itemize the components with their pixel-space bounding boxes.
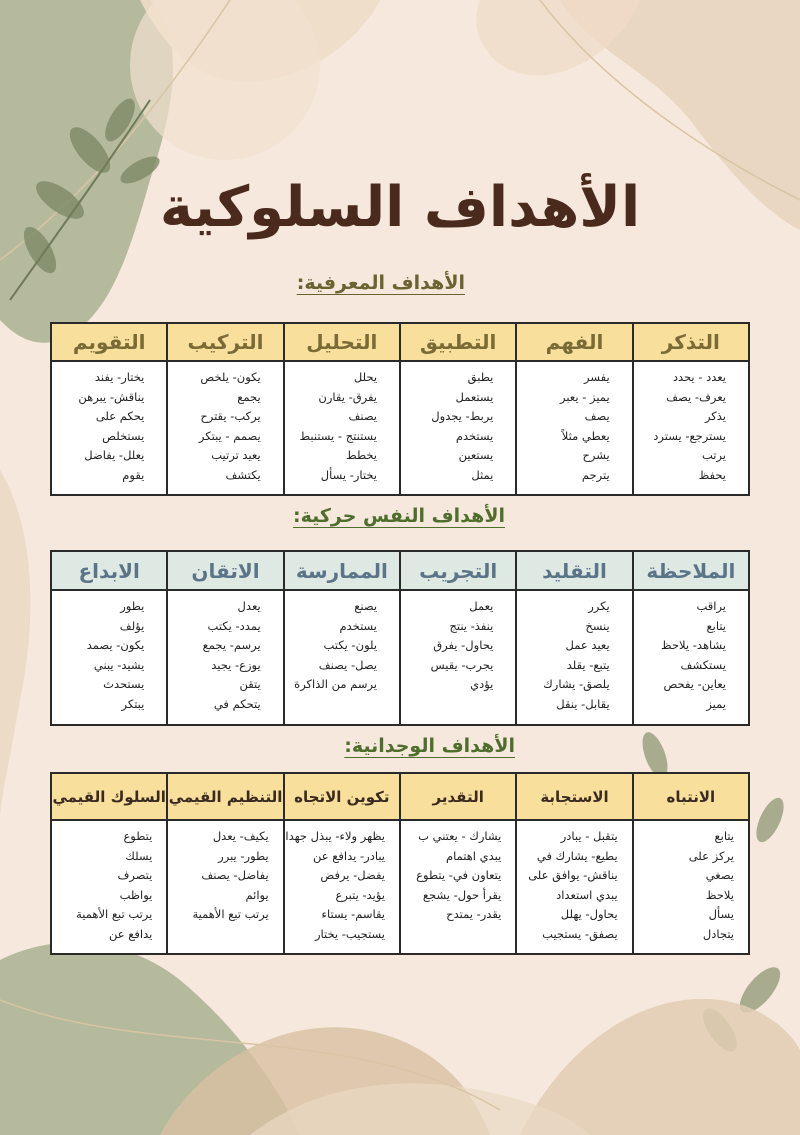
objective-verb: يسأل [708,907,734,921]
column-header: التنظيم القيمي [167,773,283,820]
column-cell [633,820,749,954]
objective-verb: يركز على [688,848,734,863]
column-header: التجريب [400,551,516,590]
objective-verb: ينسخ [585,618,610,633]
objective-verb: يصنع [354,599,378,613]
column-cell [516,820,632,954]
objective-verb: يعطي مثلاً [561,428,610,443]
objective-verb: يجمع [237,389,261,404]
objective-verb: يرسم من الذاكرة [294,677,378,691]
column-cell [516,361,632,495]
column-cell [633,361,749,495]
objective-verb: يحلل [353,370,378,384]
objective-verb: يشاهد- يلاحظ [661,638,726,652]
objective-verb: يتبع- يقلد [566,657,610,672]
objective-verb: يوائم [245,887,269,902]
objective-verb: يخطط [346,448,378,462]
column-header: التقويم [51,323,167,361]
objective-verb: يحاول- يهلل [560,907,618,921]
column-cell [284,590,400,725]
objective-verb: يشيد- يبني [93,657,145,672]
cognitive-objectives-table [50,322,750,496]
objective-verb: يتصرف [117,868,153,882]
column-cell [167,590,283,725]
objective-verb: يحكم على [95,409,145,423]
objective-verb: يتابع [714,829,734,843]
objective-verb: يواظب [119,887,153,902]
column-cell [516,590,632,725]
column-header: التقليد [516,551,632,590]
column-cell [400,820,516,954]
column-header: تكوين الاتجاه [284,773,400,820]
column-header: الممارسة [284,551,400,590]
objective-verb: يبدي استعداد [556,887,618,902]
objective-verb: يترجم [581,467,610,482]
objective-verb: يصف [584,409,610,423]
objective-verb: يكون- يلخص [200,370,261,384]
page-title: الأهداف السلوكية [159,175,641,240]
objective-verb: يكيف- يعدل [212,829,269,843]
objective-verb: يتعاون في- يتطوع [416,868,502,882]
objective-verb: يستكشف [680,657,726,672]
objective-verb: يعاين- يفحص [663,677,726,691]
objective-verb: يلون- يكتب [323,638,378,652]
objective-verb: يميز - يعبر [559,389,610,404]
objective-verb: يبدي اهتمام [445,848,502,863]
objective-verb: يجرب- يقيس [430,657,494,672]
objective-verb: يفرق- يقارن [318,389,378,404]
objective-verb: يستخدم [339,618,378,633]
column-header: التذكر [633,323,749,361]
column-cell [633,590,749,725]
objective-verb: يظهر ولاء- يبذل جهدا [285,829,386,843]
column-header: السلوك القيمي [51,773,167,820]
objective-verb: يقرأ حول- يشجع [422,887,502,902]
objective-verb: يعدل [237,599,261,613]
objective-verb: يرتب تبع الأهمية [192,907,269,921]
objective-verb: يكتشف [225,467,261,482]
column-cell [284,361,400,495]
column-cell [51,361,167,495]
objective-verb: يميز [706,696,726,711]
objective-verb: يطبق [467,370,494,384]
objective-verb: يرسم- يجمع [202,638,261,652]
objective-verb: يحفظ [698,467,726,482]
section-heading-cognitive: الأهداف المعرفية: [296,272,465,294]
objective-verb: يوزع- يجيد [211,657,261,672]
column-cell [167,820,283,954]
objective-verb: يستخدم [455,428,494,443]
objective-verb: يستعين [458,448,494,462]
objective-verb: يستخلص [102,428,145,443]
objective-verb: يراقب [696,599,726,613]
column-header: الاستجابة [516,773,632,820]
objective-verb: يعلل- يفاضل [84,448,145,462]
column-header: الابداع [51,551,167,590]
column-header: الاتقان [167,551,283,590]
objective-verb: يلاحظ [705,887,734,902]
objective-verb: يختار- يسأل [320,467,378,482]
column-cell [51,590,167,725]
column-header: التركيب [167,323,283,361]
column-cell [51,820,167,954]
objective-verb: يصنف [348,409,378,423]
objective-verb: يختار- يفند [94,370,145,384]
objective-verb: يتحكم في [213,696,261,711]
objective-verb: يركب- يقترح [200,409,261,423]
objective-verb: يعمل [469,599,494,613]
objective-verb: يسلك [125,848,153,863]
objective-verb: يستجيب- يختار [314,926,386,941]
objective-verb: يتقن [239,677,261,691]
objective-verb: يقابل- ينقل [556,696,610,711]
objective-verb: يكون- يصمد [86,638,145,652]
objective-verb: يصفق- يستجيب [542,926,618,941]
objective-verb: يذكر [704,409,726,423]
psychomotor-objectives-table [50,550,750,726]
objective-verb: يقوم [122,467,145,482]
column-header: الفهم [516,323,632,361]
objective-verb: يرتب تبع الأهمية [76,907,153,921]
objective-verb: يسترجع- يسترد [653,428,726,443]
objective-verb: يلصق- يشارك [543,677,610,691]
objective-verb: يدافع عن [109,926,153,941]
section-heading-affective: الأهداف الوجدانية: [344,735,515,757]
objective-verb: يؤلف [119,618,145,633]
objective-verb: يرتب [701,448,726,462]
objective-verb: يتابع [706,618,726,633]
objective-verb: يعيد عمل [565,638,610,652]
objective-verb: يعرف- يصف [666,389,726,404]
objective-verb: يطور- يبرر [218,848,269,863]
objective-verb: يفضل- يرفض [320,868,386,882]
objective-verb: يقاسم- يستاء [321,907,386,921]
objective-verb: يعدد - يحدد [672,370,726,384]
objective-verb: يؤيد- يتبرع [335,887,386,902]
objective-verb: يعيد ترتيب [211,448,261,462]
column-header: التحليل [284,323,400,361]
objective-verb: يمدد- يكتب [207,618,261,633]
objective-verb: يبتكر [121,696,145,711]
objective-verb: يناقش- يبرهن [78,389,145,404]
column-cell [400,590,516,725]
objective-verb: يؤدي [470,677,494,691]
objective-verb: يناقش- يوافق على [528,868,618,882]
objective-verb: ينفذ- ينتج [449,618,494,633]
objective-verb: يفسر [584,370,610,384]
objective-verb: يبادر- يدافع عن [313,848,386,863]
objective-verb: يحاول- يفرق [433,638,494,652]
affective-objectives-table [50,772,750,955]
objective-verb: يتقبل - يبادر [560,829,618,843]
objective-verb: يصغي [705,868,734,882]
objective-verb: يقدر- يمتدح [446,907,502,921]
column-cell [400,361,516,495]
objective-verb: يطيع- يشارك في [536,848,618,863]
column-cell [167,361,283,495]
objective-verb: يتطوع [123,829,153,843]
column-header: التطبيق [400,323,516,361]
objective-verb: يستعمل [455,389,494,404]
objective-verb: يفاضل- يصنف [201,868,269,882]
objective-verb: يمثل [471,467,494,482]
objective-verb: يصمم - يبتكر [198,428,261,443]
column-header: التقدير [400,773,516,820]
objective-verb: يستحدث [103,677,145,691]
objective-verb: يربط- يجدول [431,409,494,423]
column-header: الملاحظة [633,551,749,590]
objective-verb: يطور [120,599,145,613]
objective-verb: يستنتج - يستنبط [299,428,378,443]
objective-verb: يتجادل [702,926,734,941]
column-cell [284,820,400,954]
objective-verb: يشرح [582,448,610,462]
objective-verb: يكرر [588,599,610,613]
section-heading-psychomotor: الأهداف النفس حركية: [293,505,505,527]
objective-verb: يصل- يصنف [318,657,378,672]
column-header: الانتباه [633,773,749,820]
objective-verb: يشارك - يعتني ب [418,829,502,843]
